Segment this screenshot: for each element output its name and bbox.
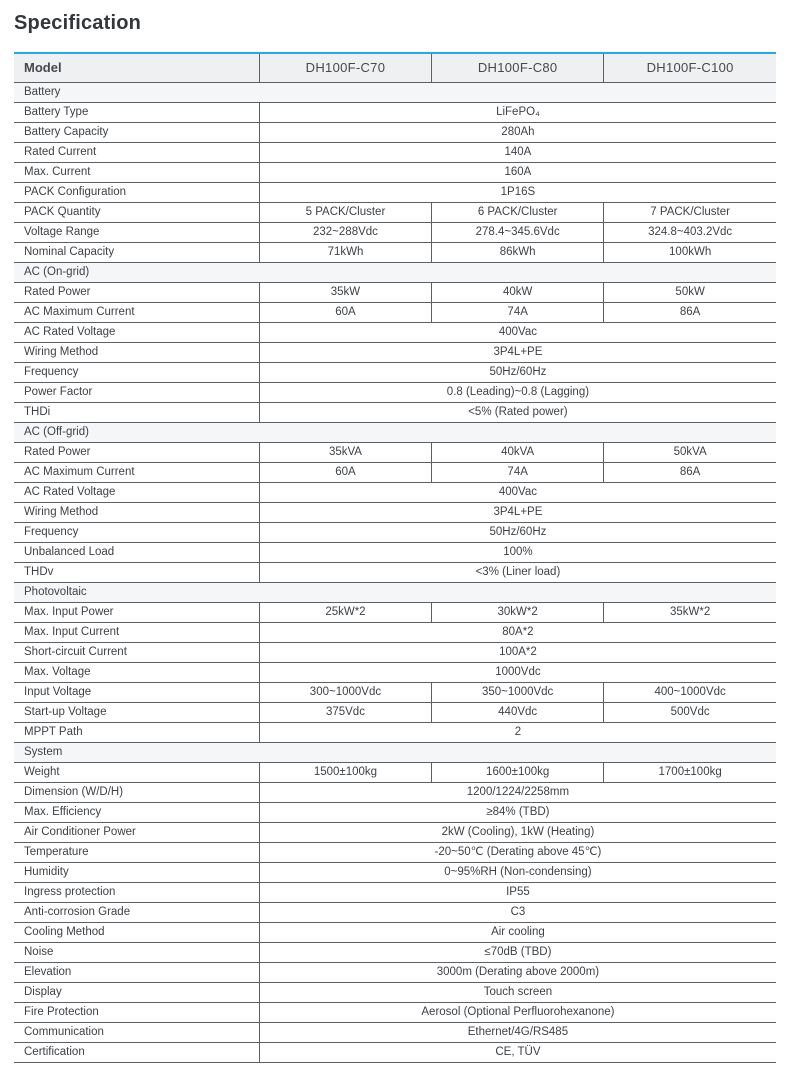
spec-row [14, 522, 776, 542]
spec-row [14, 102, 776, 122]
spec-value-merged: 160A [259, 162, 776, 182]
spec-row [14, 922, 776, 942]
spec-label: Short-circuit Current [14, 642, 259, 662]
spec-value-dh100f-c80: 40kW [432, 282, 604, 302]
spec-value-merged: 2kW (Cooling), 1kW (Heating) [259, 822, 776, 842]
spec-label: Max. Input Current [14, 622, 259, 642]
spec-value-dh100f-c100: 86A [604, 462, 776, 482]
spec-value-dh100f-c100: 50kVA [604, 442, 776, 462]
spec-label: Input Voltage [14, 682, 259, 702]
spec-value-merged: 2 [259, 722, 776, 742]
spec-row [14, 222, 776, 242]
section-title: Photovoltaic [14, 582, 776, 602]
spec-value-merged: 1200/1224/2258mm [259, 782, 776, 802]
section-title: AC (On-grid) [14, 262, 776, 282]
spec-label: Max. Input Power [14, 602, 259, 622]
spec-row [14, 722, 776, 742]
spec-row [14, 642, 776, 662]
spec-label: Max. Efficiency [14, 802, 259, 822]
spec-label: Rated Power [14, 442, 259, 462]
spec-row [14, 962, 776, 982]
spec-value-merged: 400Vac [259, 482, 776, 502]
spec-value-merged: 3000m (Derating above 2000m) [259, 962, 776, 982]
spec-value-dh100f-c80: 278.4~345.6Vdc [432, 222, 604, 242]
spec-row [14, 622, 776, 642]
spec-label: Power Factor [14, 382, 259, 402]
spec-label: Fire Protection [14, 1002, 259, 1022]
spec-value-merged: ≥84% (TBD) [259, 802, 776, 822]
spec-value-merged: CE, TÜV [259, 1042, 776, 1062]
spec-value-merged: Air cooling [259, 922, 776, 942]
spec-row [14, 282, 776, 302]
spec-row [14, 342, 776, 362]
spec-row [14, 362, 776, 382]
table-header-row [14, 53, 776, 82]
spec-value-merged: 100A*2 [259, 642, 776, 662]
spec-label: Battery Capacity [14, 122, 259, 142]
spec-value-dh100f-c70: 25kW*2 [259, 602, 431, 622]
spec-label: Air Conditioner Power [14, 822, 259, 842]
spec-label: AC Maximum Current [14, 302, 259, 322]
spec-label: AC Rated Voltage [14, 482, 259, 502]
spec-value-merged: ≤70dB (TBD) [259, 942, 776, 962]
spec-row [14, 1042, 776, 1062]
spec-row [14, 382, 776, 402]
spec-value-merged: IP55 [259, 882, 776, 902]
spec-row [14, 442, 776, 462]
spec-value-dh100f-c80: 350~1000Vdc [432, 682, 604, 702]
spec-value-dh100f-c80: 86kWh [432, 242, 604, 262]
spec-row [14, 682, 776, 702]
spec-label: Wiring Method [14, 502, 259, 522]
spec-value-dh100f-c100: 86A [604, 302, 776, 322]
spec-label: Wiring Method [14, 342, 259, 362]
spec-value-dh100f-c80: 440Vdc [432, 702, 604, 722]
spec-label: AC Maximum Current [14, 462, 259, 482]
spec-row [14, 882, 776, 902]
spec-label: THDv [14, 562, 259, 582]
spec-value-merged: 280Ah [259, 122, 776, 142]
spec-value-dh100f-c80: 1600±100kg [432, 762, 604, 782]
spec-value-merged: <3% (Liner load) [259, 562, 776, 582]
spec-label: Weight [14, 762, 259, 782]
spec-row [14, 302, 776, 322]
spec-label: Max. Voltage [14, 662, 259, 682]
spec-row [14, 822, 776, 842]
spec-value-dh100f-c70: 375Vdc [259, 702, 431, 722]
spec-row [14, 1022, 776, 1042]
spec-value-merged: C3 [259, 902, 776, 922]
spec-value-merged: 80A*2 [259, 622, 776, 642]
spec-row [14, 782, 776, 802]
spec-row [14, 702, 776, 722]
section-title: Battery [14, 82, 776, 102]
section-row [14, 82, 776, 102]
spec-label: Dimension (W/D/H) [14, 782, 259, 802]
spec-value-dh100f-c70: 232~288Vdc [259, 222, 431, 242]
spec-label: Max. Current [14, 162, 259, 182]
spec-value-dh100f-c100: 400~1000Vdc [604, 682, 776, 702]
spec-row [14, 602, 776, 622]
spec-label: Cooling Method [14, 922, 259, 942]
model-name-dh100f-c80: DH100F-C80 [432, 53, 604, 82]
spec-label: AC Rated Voltage [14, 322, 259, 342]
spec-value-dh100f-c100: 7 PACK/Cluster [604, 202, 776, 222]
spec-value-dh100f-c100: 324.8~403.2Vdc [604, 222, 776, 242]
spec-label: Rated Current [14, 142, 259, 162]
spec-value-dh100f-c80: 30kW*2 [432, 602, 604, 622]
spec-value-merged: 50Hz/60Hz [259, 362, 776, 382]
spec-row [14, 462, 776, 482]
spec-row [14, 762, 776, 782]
spec-value-dh100f-c100: 50kW [604, 282, 776, 302]
spec-value-dh100f-c70: 60A [259, 302, 431, 322]
spec-table [14, 52, 776, 1063]
spec-label: MPPT Path [14, 722, 259, 742]
spec-value-merged: -20~50℃ (Derating above 45℃) [259, 842, 776, 862]
spec-value-dh100f-c70: 35kW [259, 282, 431, 302]
spec-value-dh100f-c70: 5 PACK/Cluster [259, 202, 431, 222]
spec-label: THDi [14, 402, 259, 422]
section-row [14, 262, 776, 282]
spec-row [14, 982, 776, 1002]
spec-label: Temperature [14, 842, 259, 862]
spec-row [14, 122, 776, 142]
spec-row [14, 802, 776, 822]
spec-value-merged: Ethernet/4G/RS485 [259, 1022, 776, 1042]
spec-label: Frequency [14, 522, 259, 542]
spec-label: Communication [14, 1022, 259, 1042]
spec-label: Voltage Range [14, 222, 259, 242]
spec-row [14, 942, 776, 962]
page-title: Specification [14, 12, 142, 34]
section-title: System [14, 742, 776, 762]
spec-row [14, 162, 776, 182]
spec-value-merged: 50Hz/60Hz [259, 522, 776, 542]
spec-row [14, 402, 776, 422]
spec-value-dh100f-c70: 60A [259, 462, 431, 482]
spec-label: Certification [14, 1042, 259, 1062]
spec-row [14, 142, 776, 162]
spec-label: Anti-corrosion Grade [14, 902, 259, 922]
spec-row [14, 502, 776, 522]
spec-table-body [14, 82, 776, 1062]
spec-value-merged: LiFePO₄ [259, 102, 776, 122]
spec-value-merged: 100% [259, 542, 776, 562]
section-row [14, 742, 776, 762]
spec-row [14, 1002, 776, 1022]
spec-row [14, 902, 776, 922]
spec-label: Humidity [14, 862, 259, 882]
spec-row [14, 842, 776, 862]
spec-value-dh100f-c80: 74A [432, 302, 604, 322]
spec-value-merged: 3P4L+PE [259, 502, 776, 522]
spec-value-dh100f-c70: 1500±100kg [259, 762, 431, 782]
spec-row [14, 862, 776, 882]
spec-value-dh100f-c100: 500Vdc [604, 702, 776, 722]
section-row [14, 422, 776, 442]
model-name-dh100f-c70: DH100F-C70 [259, 53, 431, 82]
spec-label: Display [14, 982, 259, 1002]
spec-value-dh100f-c80: 40kVA [432, 442, 604, 462]
spec-label: Start-up Voltage [14, 702, 259, 722]
section-row [14, 582, 776, 602]
spec-value-merged: Aerosol (Optional Perfluorohexanone) [259, 1002, 776, 1022]
spec-label: Battery Type [14, 102, 259, 122]
spec-label: PACK Quantity [14, 202, 259, 222]
model-column-header: Model [14, 53, 259, 82]
spec-row [14, 242, 776, 262]
spec-row [14, 662, 776, 682]
spec-value-dh100f-c80: 74A [432, 462, 604, 482]
spec-label: Frequency [14, 362, 259, 382]
section-title: AC (Off-grid) [14, 422, 776, 442]
spec-value-merged: 0.8 (Leading)~0.8 (Lagging) [259, 382, 776, 402]
spec-value-dh100f-c100: 35kW*2 [604, 602, 776, 622]
spec-value-dh100f-c100: 100kWh [604, 242, 776, 262]
spec-value-merged: 0~95%RH (Non-condensing) [259, 862, 776, 882]
spec-value-merged: 1000Vdc [259, 662, 776, 682]
spec-value-dh100f-c70: 300~1000Vdc [259, 682, 431, 702]
spec-value-dh100f-c70: 71kWh [259, 242, 431, 262]
spec-row [14, 482, 776, 502]
spec-label: Elevation [14, 962, 259, 982]
spec-row [14, 322, 776, 342]
spec-value-merged: 3P4L+PE [259, 342, 776, 362]
spec-row [14, 562, 776, 582]
spec-label: PACK Configuration [14, 182, 259, 202]
spec-value-dh100f-c70: 35kVA [259, 442, 431, 462]
spec-label: Ingress protection [14, 882, 259, 902]
spec-row [14, 182, 776, 202]
spec-value-merged: 400Vac [259, 322, 776, 342]
spec-label: Nominal Capacity [14, 242, 259, 262]
spec-row [14, 202, 776, 222]
spec-label: Rated Power [14, 282, 259, 302]
spec-value-dh100f-c80: 6 PACK/Cluster [432, 202, 604, 222]
model-name-dh100f-c100: DH100F-C100 [604, 53, 776, 82]
spec-label: Unbalanced Load [14, 542, 259, 562]
spec-value-merged: Touch screen [259, 982, 776, 1002]
spec-value-merged: <5% (Rated power) [259, 402, 776, 422]
spec-value-merged: 140A [259, 142, 776, 162]
spec-row [14, 542, 776, 562]
spec-value-merged: 1P16S [259, 182, 776, 202]
spec-label: Noise [14, 942, 259, 962]
spec-value-dh100f-c100: 1700±100kg [604, 762, 776, 782]
